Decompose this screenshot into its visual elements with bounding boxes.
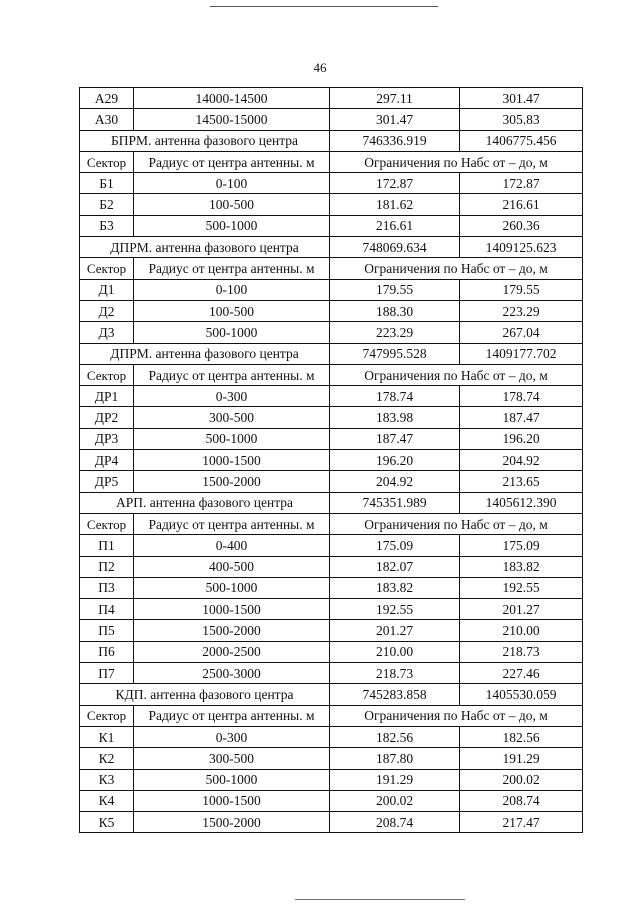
table-row: [80, 173, 583, 194]
sector-cell: К2: [80, 748, 134, 769]
section-x-coordinate: 745283.858: [330, 684, 460, 705]
column-header-row: [80, 705, 583, 726]
top-scan-line: [210, 6, 438, 7]
sector-cell: П6: [80, 641, 134, 662]
radius-cell: 500-1000: [134, 428, 330, 449]
section-y-coordinate: 1405530.059: [460, 684, 583, 705]
limit-to-cell: 208.74: [460, 790, 583, 811]
radius-cell: 1000-1500: [134, 790, 330, 811]
limit-to-cell: 196.20: [460, 428, 583, 449]
sector-cell: П1: [80, 535, 134, 556]
bottom-scan-line: [295, 899, 465, 900]
radius-cell: 400-500: [134, 556, 330, 577]
limit-from-cell: 187.80: [330, 748, 460, 769]
radius-cell: 300-500: [134, 407, 330, 428]
column-header-row: [80, 258, 583, 279]
column-header-limits: Ограничения по Набс от – до, м: [330, 513, 583, 534]
table-row: [80, 215, 583, 236]
sector-cell: П5: [80, 620, 134, 641]
limit-to-cell: 182.56: [460, 726, 583, 747]
limit-from-cell: 179.55: [330, 279, 460, 300]
table-row: [80, 322, 583, 343]
table-row: [80, 407, 583, 428]
limit-to-cell: 216.61: [460, 194, 583, 215]
column-header-row: [80, 151, 583, 172]
table-row: [80, 641, 583, 662]
sector-cell: К3: [80, 769, 134, 790]
sector-cell: П4: [80, 599, 134, 620]
limit-to-cell: 175.09: [460, 535, 583, 556]
radius-cell: 0-100: [134, 279, 330, 300]
sector-cell: А30: [80, 109, 134, 130]
sector-cell: ДР3: [80, 428, 134, 449]
limit-from-cell: 208.74: [330, 812, 460, 833]
column-header-sector: Сектор: [80, 258, 134, 279]
sector-cell: П3: [80, 577, 134, 598]
table-row: [80, 386, 583, 407]
section-row: [80, 237, 583, 258]
sector-cell: К4: [80, 790, 134, 811]
limit-from-cell: 187.47: [330, 428, 460, 449]
limit-from-cell: 297.11: [330, 88, 460, 109]
limit-from-cell: 181.62: [330, 194, 460, 215]
limit-to-cell: 227.46: [460, 663, 583, 684]
sector-cell: ДР1: [80, 386, 134, 407]
sector-cell: Д2: [80, 300, 134, 321]
limit-to-cell: 201.27: [460, 599, 583, 620]
column-header-radius: Радиус от центра антенны. м: [134, 151, 330, 172]
sector-cell: А29: [80, 88, 134, 109]
table-row: [80, 812, 583, 833]
section-row: [80, 343, 583, 364]
section-row: [80, 130, 583, 151]
table-row: [80, 109, 583, 130]
column-header-limits: Ограничения по Набс от – до, м: [330, 364, 583, 385]
sector-cell: Б2: [80, 194, 134, 215]
section-row: [80, 492, 583, 513]
limit-to-cell: 204.92: [460, 450, 583, 471]
limit-from-cell: 182.56: [330, 726, 460, 747]
section-y-coordinate: 1409177.702: [460, 343, 583, 364]
sector-cell: К1: [80, 726, 134, 747]
limit-to-cell: 187.47: [460, 407, 583, 428]
column-header-sector: Сектор: [80, 513, 134, 534]
sector-cell: ДР5: [80, 471, 134, 492]
limit-from-cell: 223.29: [330, 322, 460, 343]
table-row: [80, 556, 583, 577]
radius-cell: 100-500: [134, 194, 330, 215]
radius-cell: 14500-15000: [134, 109, 330, 130]
limit-from-cell: 196.20: [330, 450, 460, 471]
section-title: АРП. антенна фазового центра: [80, 492, 330, 513]
table-row: [80, 300, 583, 321]
sector-cell: К5: [80, 812, 134, 833]
section-row: [80, 684, 583, 705]
section-x-coordinate: 747995.528: [330, 343, 460, 364]
limit-from-cell: 178.74: [330, 386, 460, 407]
table-row: [80, 599, 583, 620]
limit-from-cell: 200.02: [330, 790, 460, 811]
limit-from-cell: 172.87: [330, 173, 460, 194]
column-header-limits: Ограничения по Набс от – до, м: [330, 705, 583, 726]
limit-from-cell: 201.27: [330, 620, 460, 641]
radius-cell: 0-100: [134, 173, 330, 194]
section-y-coordinate: 1409125.623: [460, 237, 583, 258]
column-header-sector: Сектор: [80, 151, 134, 172]
table-row: [80, 663, 583, 684]
column-header-radius: Радиус от центра антенны. м: [134, 513, 330, 534]
limit-from-cell: 192.55: [330, 599, 460, 620]
table-row: [80, 535, 583, 556]
table-row: [80, 726, 583, 747]
limit-from-cell: 183.98: [330, 407, 460, 428]
radius-cell: 100-500: [134, 300, 330, 321]
column-header-sector: Сектор: [80, 364, 134, 385]
section-y-coordinate: 1406775.456: [460, 130, 583, 151]
radius-cell: 0-400: [134, 535, 330, 556]
limit-to-cell: 178.74: [460, 386, 583, 407]
radius-cell: 500-1000: [134, 322, 330, 343]
table-row: [80, 620, 583, 641]
limit-from-cell: 182.07: [330, 556, 460, 577]
radius-cell: 1000-1500: [134, 599, 330, 620]
table-row: [80, 88, 583, 109]
limit-from-cell: 301.47: [330, 109, 460, 130]
column-header-row: [80, 513, 583, 534]
column-header-limits: Ограничения по Набс от – до, м: [330, 151, 583, 172]
column-header-radius: Радиус от центра антенны. м: [134, 258, 330, 279]
section-title: БПРМ. антенна фазового центра: [80, 130, 330, 151]
limit-to-cell: 218.73: [460, 641, 583, 662]
obstacle-limits-table: [79, 87, 583, 833]
radius-cell: 14000-14500: [134, 88, 330, 109]
section-x-coordinate: 746336.919: [330, 130, 460, 151]
limit-from-cell: 204.92: [330, 471, 460, 492]
section-y-coordinate: 1405612.390: [460, 492, 583, 513]
radius-cell: 0-300: [134, 386, 330, 407]
limit-from-cell: 188.30: [330, 300, 460, 321]
limit-from-cell: 175.09: [330, 535, 460, 556]
limit-to-cell: 200.02: [460, 769, 583, 790]
sector-cell: Б1: [80, 173, 134, 194]
limit-from-cell: 216.61: [330, 215, 460, 236]
sector-cell: Д1: [80, 279, 134, 300]
limit-to-cell: 267.04: [460, 322, 583, 343]
table-row: [80, 790, 583, 811]
table-row: [80, 577, 583, 598]
sector-cell: ДР4: [80, 450, 134, 471]
section-title: КДП. антенна фазового центра: [80, 684, 330, 705]
limit-to-cell: 191.29: [460, 748, 583, 769]
column-header-radius: Радиус от центра антенны. м: [134, 705, 330, 726]
limit-from-cell: 183.82: [330, 577, 460, 598]
limit-from-cell: 218.73: [330, 663, 460, 684]
limit-to-cell: 260.36: [460, 215, 583, 236]
radius-cell: 2500-3000: [134, 663, 330, 684]
limit-to-cell: 192.55: [460, 577, 583, 598]
radius-cell: 1500-2000: [134, 471, 330, 492]
section-title: ДПРМ. антенна фазового центра: [80, 343, 330, 364]
limit-to-cell: 213.65: [460, 471, 583, 492]
limit-from-cell: 191.29: [330, 769, 460, 790]
column-header-row: [80, 364, 583, 385]
radius-cell: 500-1000: [134, 577, 330, 598]
limit-to-cell: 210.00: [460, 620, 583, 641]
sector-cell: ДР2: [80, 407, 134, 428]
limit-to-cell: 223.29: [460, 300, 583, 321]
table-row: [80, 471, 583, 492]
limit-to-cell: 172.87: [460, 173, 583, 194]
table-row: [80, 194, 583, 215]
radius-cell: 0-300: [134, 726, 330, 747]
column-header-limits: Ограничения по Набс от – до, м: [330, 258, 583, 279]
radius-cell: 2000-2500: [134, 641, 330, 662]
radius-cell: 300-500: [134, 748, 330, 769]
section-x-coordinate: 745351.989: [330, 492, 460, 513]
radius-cell: 1500-2000: [134, 812, 330, 833]
radius-cell: 500-1000: [134, 215, 330, 236]
sector-cell: П7: [80, 663, 134, 684]
radius-cell: 1500-2000: [134, 620, 330, 641]
radius-cell: 1000-1500: [134, 450, 330, 471]
table-row: [80, 450, 583, 471]
section-title: ДПРМ. антенна фазового центра: [80, 237, 330, 258]
column-header-sector: Сектор: [80, 705, 134, 726]
table-row: [80, 769, 583, 790]
section-x-coordinate: 748069.634: [330, 237, 460, 258]
limit-to-cell: 183.82: [460, 556, 583, 577]
limit-to-cell: 217.47: [460, 812, 583, 833]
radius-cell: 500-1000: [134, 769, 330, 790]
sector-cell: Б3: [80, 215, 134, 236]
table-row: [80, 279, 583, 300]
sector-cell: П2: [80, 556, 134, 577]
limit-from-cell: 210.00: [330, 641, 460, 662]
column-header-radius: Радиус от центра антенны. м: [134, 364, 330, 385]
limit-to-cell: 305.83: [460, 109, 583, 130]
table-body: [80, 88, 583, 833]
limit-to-cell: 301.47: [460, 88, 583, 109]
table-row: [80, 428, 583, 449]
page-number: 46: [313, 60, 327, 75]
limit-to-cell: 179.55: [460, 279, 583, 300]
table-row: [80, 748, 583, 769]
sector-cell: Д3: [80, 322, 134, 343]
